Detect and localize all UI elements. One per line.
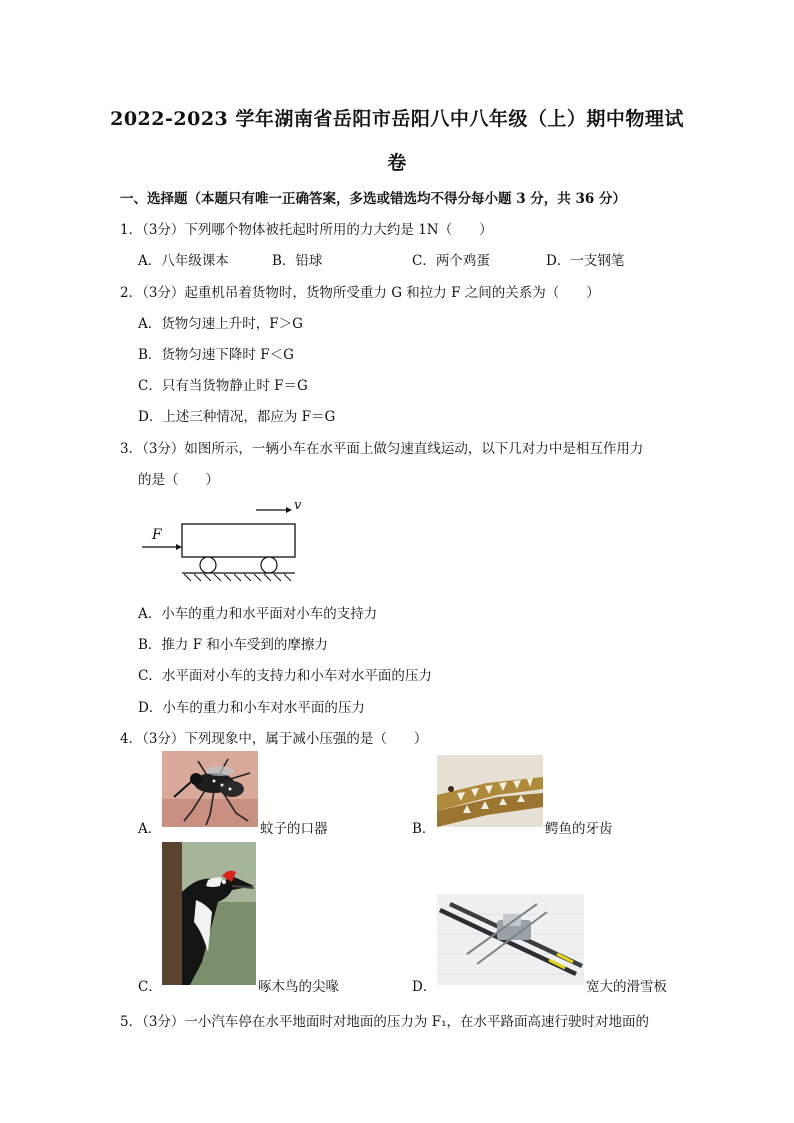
question-2-option-b: B．货物匀速下降时 F＜G	[138, 347, 294, 363]
question-2-option-d: D．上述三种情况，都应为 F＝G	[138, 409, 336, 425]
question-3-option-b: B．推力 F 和小车受到的摩擦力	[138, 637, 328, 653]
question-4-stem: 4．（3分）下列现象中，属于减小压强的是（ ）	[120, 731, 428, 747]
question-3-option-a: A．小车的重力和水平面对小车的支持力	[138, 606, 378, 622]
force-label: F	[152, 527, 162, 543]
question-2-stem: 2．（3分）起重机吊着货物时，货物所受重力 G 和拉力 F 之间的关系为（ ）	[120, 285, 600, 301]
question-4-option-b-caption: 鳄鱼的牙齿	[545, 821, 613, 837]
question-1-stem: 1．（3分）下列哪个物体被托起时所用的力大约是 1N（ ）	[120, 222, 493, 238]
cart-diagram	[138, 494, 308, 586]
question-4-option-b-letter: B．	[412, 821, 436, 837]
question-1-option-d: D．一支钢笔	[546, 253, 625, 269]
page-title-line2: 卷	[387, 152, 407, 174]
page-title-line1: 2022-2023 学年湖南省岳阳市岳阳八中八年级（上）期中物理试	[110, 108, 684, 130]
section-heading: 一、选择题（本题只有唯一正确答案，多选或错选均不得分每小题 3 分，共 36 分）	[120, 191, 626, 207]
question-1-option-a: A．八年级课本	[138, 253, 229, 269]
question-4-option-a-caption: 蚊子的口器	[260, 821, 328, 837]
question-1-option-b: B．铅球	[272, 253, 323, 269]
question-3-stem-line2: 的是（ ）	[138, 472, 219, 488]
crocodile-photo-icon	[437, 755, 543, 827]
velocity-label: v	[294, 498, 302, 513]
question-1-option-c: C．两个鸡蛋	[412, 253, 490, 269]
question-3-option-c: C．水平面对小车的支持力和小车对水平面的压力	[138, 668, 432, 684]
question-4-option-d-caption: 宽大的滑雪板	[586, 979, 667, 995]
question-4-option-a-letter: A．	[138, 821, 162, 837]
ski-photo-icon	[437, 894, 584, 985]
question-4-option-d-letter: D．	[412, 979, 437, 995]
mosquito-photo-icon	[162, 751, 258, 827]
question-4-option-c-caption: 啄木鸟的尖喙	[258, 979, 339, 995]
question-5-stem: 5．（3分）一小汽车停在水平地面时对地面的压力为 F₁，在水平路面高速行驶时对地面的	[120, 1014, 649, 1030]
question-3-stem-line1: 3．（3分）如图所示，一辆小车在水平面上做匀速直线运动，以下几对力中是相互作用力	[120, 441, 644, 457]
question-2-option-a: A．货物匀速上升时，F＞G	[138, 316, 303, 332]
question-2-option-c: C．只有当货物静止时 F＝G	[138, 378, 308, 394]
woodpecker-photo-icon	[162, 842, 256, 985]
question-4-option-c-letter: C．	[138, 979, 162, 995]
question-3-option-d: D．小车的重力和小车对水平面的压力	[138, 700, 365, 716]
